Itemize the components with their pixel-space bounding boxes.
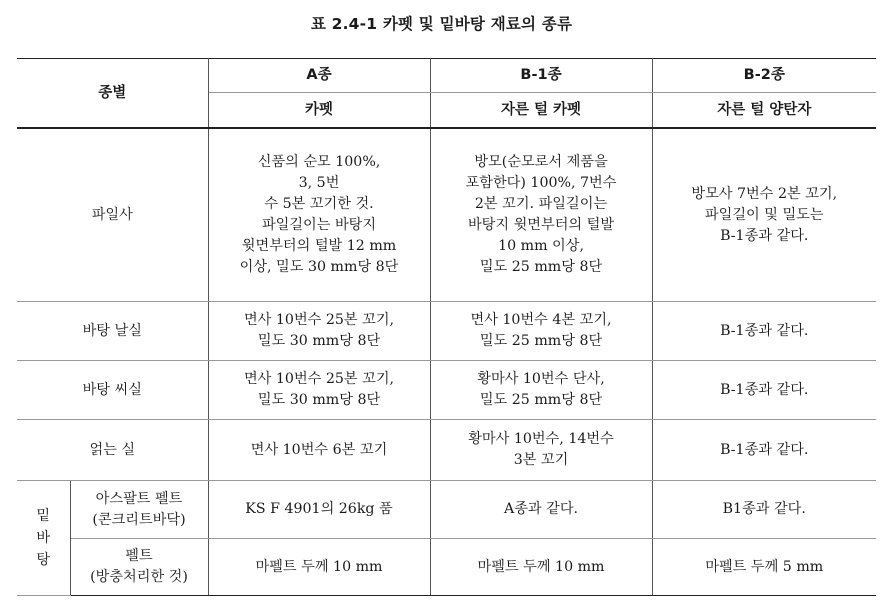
- cell-warp-b2: B-1종과 같다.: [652, 302, 876, 361]
- cell-bind-b1: 황마사 10번수, 14번수 3본 꼬기: [430, 420, 652, 481]
- cell-bind-a: 면사 10번수 6본 꼬기: [208, 420, 430, 481]
- header-b1-type: B-1종: [430, 59, 652, 93]
- header-a-name: 카펫: [208, 93, 430, 129]
- row-label-asphalt-felt: 아스팔트 펠트 (콘크리트바닥): [70, 481, 208, 539]
- cell-warp-b1: 면사 10번수 4본 꼬기, 밀도 25 mm당 8단: [430, 302, 652, 361]
- cell-felt-b2: 마펠트 두께 5 mm: [652, 539, 876, 596]
- cell-weft-b2: B-1종과 같다.: [652, 361, 876, 420]
- row-label-binding: 얽는 실: [17, 420, 208, 481]
- header-b1-name: 자른 털 카펫: [430, 93, 652, 129]
- cell-weft-b1: 황마사 10번수 단사, 밀도 25 mm당 8단: [430, 361, 652, 420]
- header-b2-name: 자른 털 양탄자: [652, 93, 876, 129]
- carpet-materials-table: [17, 58, 876, 596]
- cell-felt-b1: 마펠트 두께 10 mm: [430, 539, 652, 596]
- cell-weft-a: 면사 10번수 25본 꼬기, 밀도 30 mm당 8단: [208, 361, 430, 420]
- cell-asphalt-b1: A종과 같다.: [430, 481, 652, 539]
- kind-header: 종별: [17, 59, 208, 129]
- table-row: [17, 302, 876, 361]
- cell-felt-a: 마펠트 두께 10 mm: [208, 539, 430, 596]
- underlay-char: 바: [36, 530, 51, 546]
- cell-bind-b2: B-1종과 같다.: [652, 420, 876, 481]
- row-label-warp: 바탕 날실: [17, 302, 208, 361]
- table-row: [17, 361, 876, 420]
- row-label-weft: 바탕 씨실: [17, 361, 208, 420]
- header-b2-type: B-2종: [652, 59, 876, 93]
- cell-pile-a: 신품의 순모 100%, 3, 5번 수 5본 꼬기한 것. 파일길이는 바탕지 윗면부터의 털발 12 mm 이상, 밀도 30 mm당 8단: [208, 128, 430, 302]
- header-row-types: [17, 59, 876, 93]
- underlay-char: 밑: [36, 508, 51, 524]
- cell-asphalt-a: KS F 4901의 26kg 품: [208, 481, 430, 539]
- table-row: [17, 481, 876, 539]
- row-label-felt: 펠트 (방충처리한 것): [70, 539, 208, 596]
- cell-warp-a: 면사 10번수 25본 꼬기, 밀도 30 mm당 8단: [208, 302, 430, 361]
- table-row: [17, 128, 876, 302]
- table-row: [17, 420, 876, 481]
- header-a-type: A종: [208, 59, 430, 93]
- underlay-group-label: [17, 481, 70, 596]
- cell-pile-b2: 방모사 7번수 2본 꼬기, 파일길이 및 밀도는 B-1종과 같다.: [652, 128, 876, 302]
- cell-asphalt-b2: B1종과 같다.: [652, 481, 876, 539]
- underlay-char: 탕: [36, 552, 51, 568]
- table-title: 표 2.4-1 카펫 및 밑바탕 재료의 종류: [310, 15, 573, 33]
- row-label-pile: 파일사: [17, 128, 208, 302]
- cell-pile-b1: 방모(순모로서 제품을 포함한다) 100%, 7번수 2본 꼬기. 파일길이는 바탕지 윗면부터의 털발 10 mm 이상, 밀도 25 mm당 8단: [430, 128, 652, 302]
- table-row: [17, 539, 876, 596]
